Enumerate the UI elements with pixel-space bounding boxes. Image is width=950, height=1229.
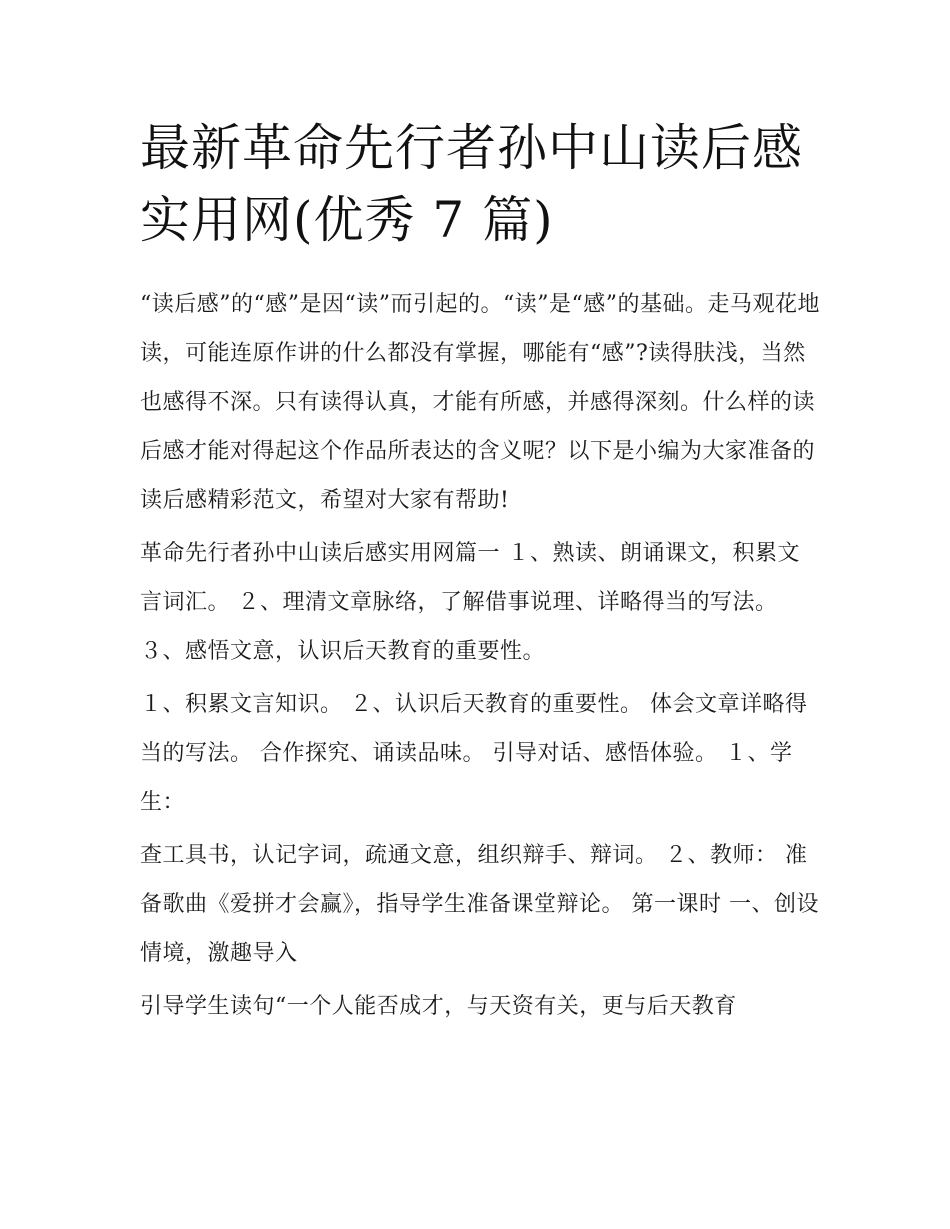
document-body	[140, 280, 820, 1035]
document-title: 最新革命先行者孙中山读后感实用网(优秀 7 篇)	[140, 119, 803, 249]
paragraph-part-one: 革命先行者孙中山读后感实用网篇一 １、熟读、朗诵课文，积累文言词汇。 ２、理清文章脉络，了解借事说理、详略得当的写法。 ３、感悟文意，认识后天教育的重要性。	[140, 541, 800, 664]
paragraph-goals: １、积累文言知识。 ２、认识后天教育的重要性。 体会文章详略得当的写法。 合作探究、诵读品味。 引导对话、感悟体验。 １、学生：	[140, 692, 808, 815]
paragraph-intro: “读后感”的“感”是因“读”而引起的。“读”是“感”的基础。走马观花地读，可能连原作讲的什么都没有掌握，哪能有“感”?读得肤浅，当然也感得不深。只有读得认真，才能有所感，并感得深刻。什么样的读后感才能对得起这个作品所表达的含义呢？以下是小编为大家准备的读后感精彩范文，希望对大家有帮助!	[140, 292, 820, 513]
paragraph-lead-in: 引导学生读句“一个人能否成才，与天资有关，更与后天教育	[140, 994, 737, 1019]
paragraph-preparation: 查工具书，认记字词，疏通文意，组织辩手、辩词。 ２、教师： 准备歌曲《爱拼才会赢》，指导学生准备课堂辩论。 第一课时 一、创设情境，激趣导入	[140, 843, 819, 966]
